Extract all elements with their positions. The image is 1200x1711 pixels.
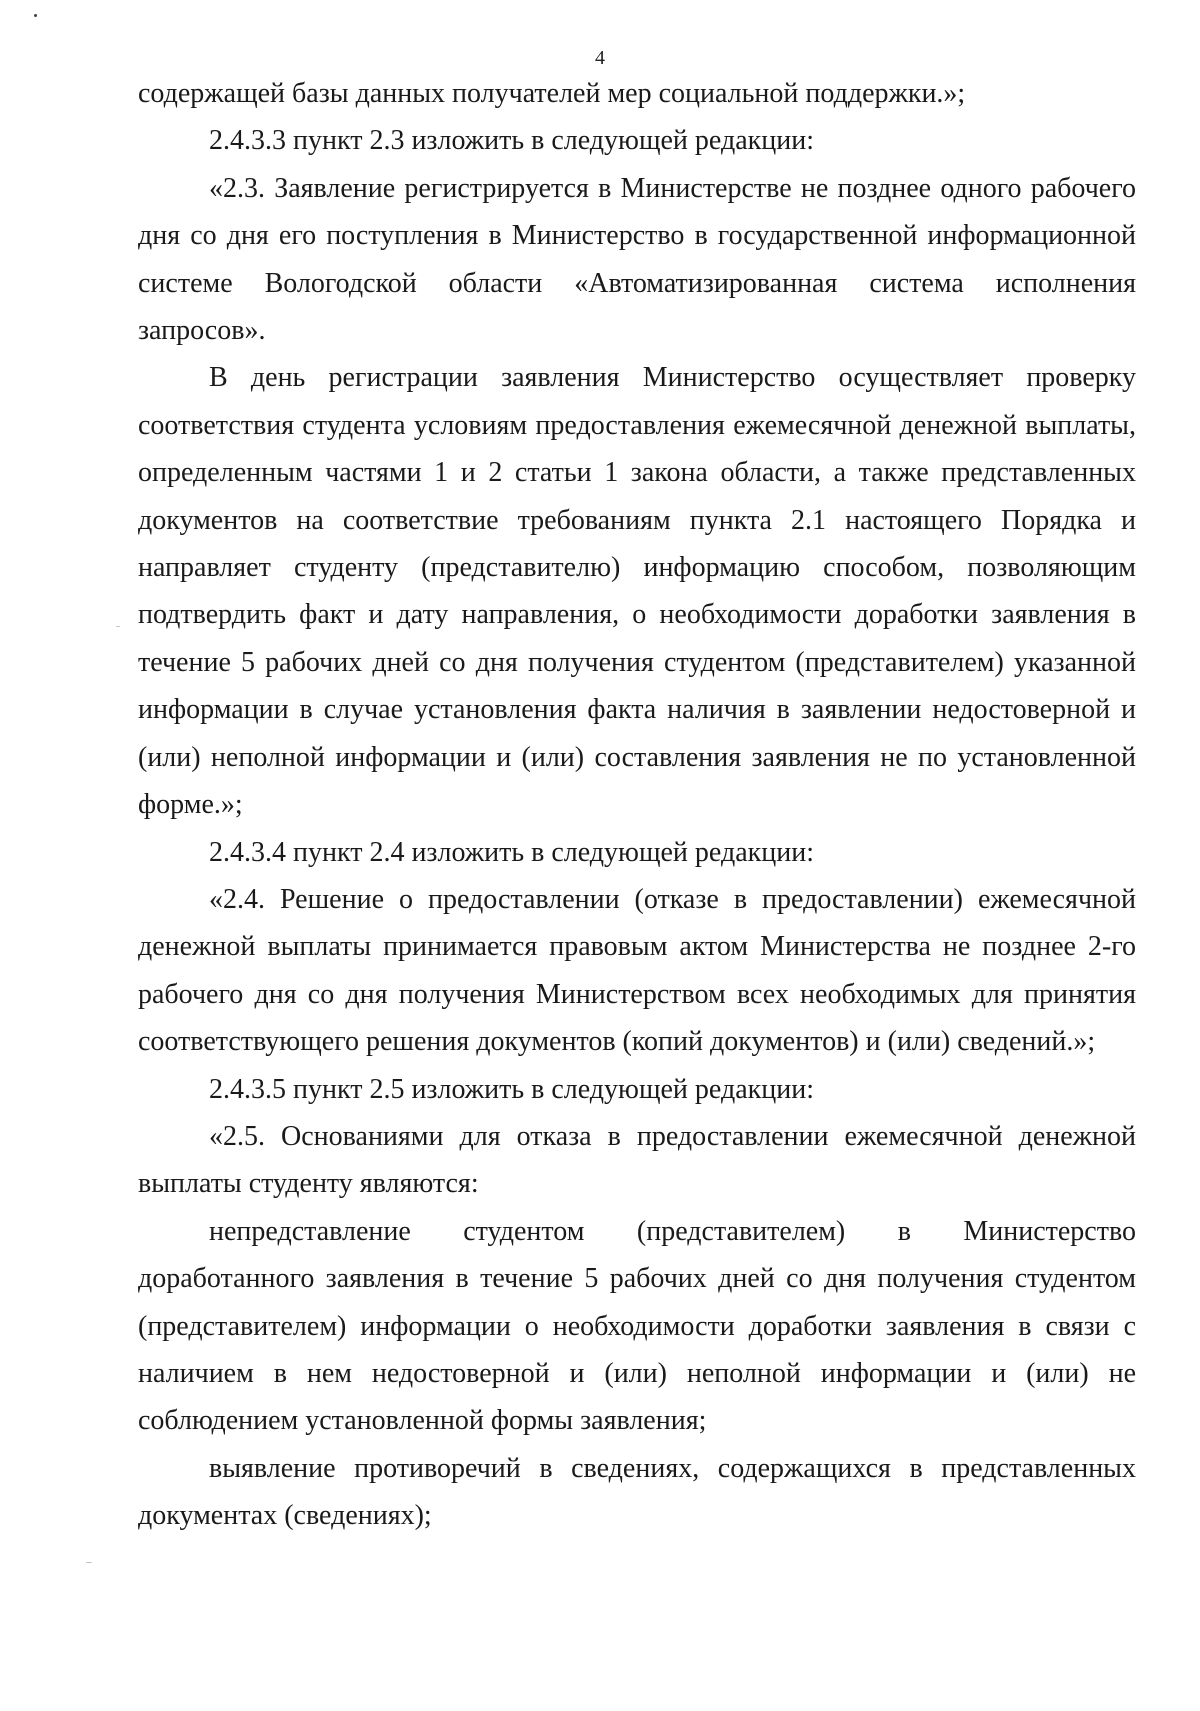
scan-speck [116,626,120,627]
paragraph-refusal-ground-2: выявление противоречий в сведениях, содержащихся в представленных документах (сведениях); [138,1452,1136,1532]
paragraph-continuation: содержащей базы данных получателей мер социальной поддержки.»; [138,78,966,109]
paragraph-refusal-ground-1: непредставление студентом (представителем) в Министерство доработанного заявления в течение 5 рабочих дней со дня получения студентом (представителем) информации о необходимости доработки заявления в связи с наличием в нем недостоверной и (или) неполной информации и (или) не соблюдением установленной формы заявления; [138,1215,1136,1437]
paragraph-clause-2-3: «2.3. Заявление регистрируется в Министерстве не позднее одного рабочего дня со дня его поступления в Министерство в государственной информационной системе Вологодской области «Автоматизированная система исполнения запросов». [138,172,1136,347]
paragraph-clause-2-5: «2.5. Основаниями для отказа в предоставлении ежемесячной денежной выплаты студенту являются: [138,1120,1136,1200]
paragraph-item-2-4-3-3: 2.4.3.3 пункт 2.3 изложить в следующей редакции: [209,125,814,157]
paragraph-item-2-4-3-4: 2.4.3.4 пункт 2.4 изложить в следующей редакции: [209,836,814,868]
paragraph-registration-check: В день регистрации заявления Министерство осуществляет проверку соответствия студента условиям предоставления ежемесячной денежной выплаты, определенным частями 1 и 2 статьи 1 закона области, а также представленных документов на соответствие требованиям пункта 2.1 настоящего Порядка и направляет студенту (представителю) информацию способом, позволяющим подтвердить факт и дату направления, о необходимости доработки заявления в течение 5 рабочих дней со дня получения студентом (представителем) указанной информации в случае установления факта наличия в заявлении недостоверной и (или) неполной информации и (или) составления заявления не по установленной форме.»; [138,362,1136,821]
scan-speck [86,1562,92,1563]
paragraph-item-2-4-3-5: 2.4.3.5 пункт 2.5 изложить в следующей редакции: [209,1073,814,1105]
document-body [138,70,1136,1540]
page-number: 4 [595,47,605,69]
paragraph-clause-2-4: «2.4. Решение о предоставлении (отказе в предоставлении) ежемесячной денежной выплаты принимается правовым актом Министерства не позднее 2-го рабочего дня со дня получения Министерством всех необходимых для принятия соответствующего решения документов (копий документов) и (или) сведений.»; [138,883,1136,1058]
scan-speck [34,14,37,17]
